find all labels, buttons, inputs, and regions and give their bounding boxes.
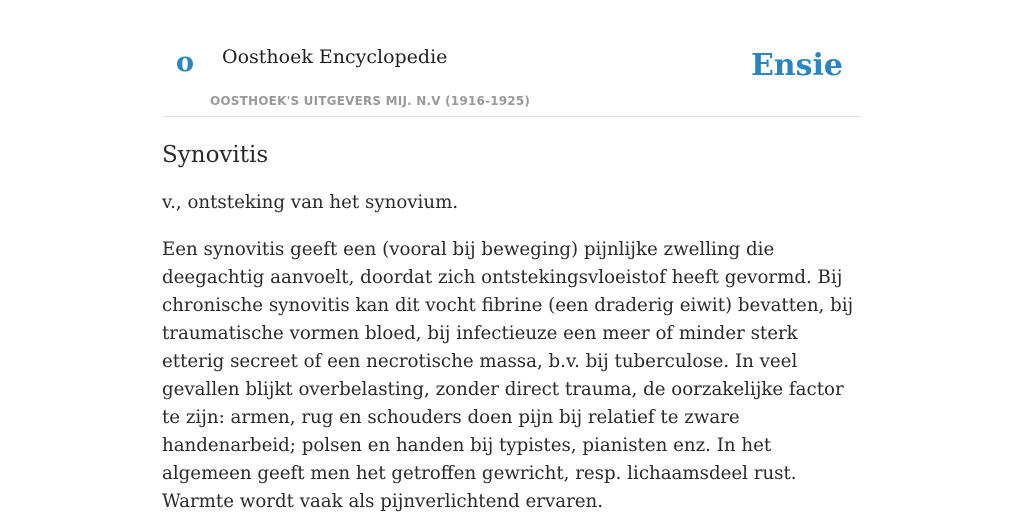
site-title-link[interactable]: Oosthoek Encyclopedie <box>222 46 448 68</box>
ensie-brand-link[interactable]: Ensie <box>750 48 843 83</box>
article-body: Een synovitis geeft een (vooral bij beweging) pijnlijke zwelling die deegachtig aanvoelt, doordat zich ontstekingsvloeistof heeft gevormd. Bij chronische synovitis kan dit vocht fibrine (een draderig eiwit) bevatten, bij traumatische vormen bloed, bij infectieuze een meer of minder sterk etterig secreet of een necrotische massa, b.v. bij tuberculose. In veel gevallen blijkt overbelasting, zonder direct trauma, de oorzakelijke factor te zijn: armen, rug en schouders doen pijn bij relatief te zware handenarbeid; polsen en handen bij typistes, pianisten enz. In het algemeen geeft men het getroffen gewricht, resp. lichaamsdeel rust. Warmte wordt vaak als pijnverlichtend ervaren. <box>162 239 854 512</box>
site-header <box>162 0 862 117</box>
article-title: Synovitis <box>162 142 269 168</box>
article-definition: v., ontsteking van het synovium. <box>162 192 459 213</box>
oosthoek-logo[interactable]: o <box>176 47 195 78</box>
article-content <box>162 139 862 512</box>
publisher-subtitle: OOSTHOEK'S UITGEVERS MIJ. N.V (1916-1925) <box>210 94 531 108</box>
